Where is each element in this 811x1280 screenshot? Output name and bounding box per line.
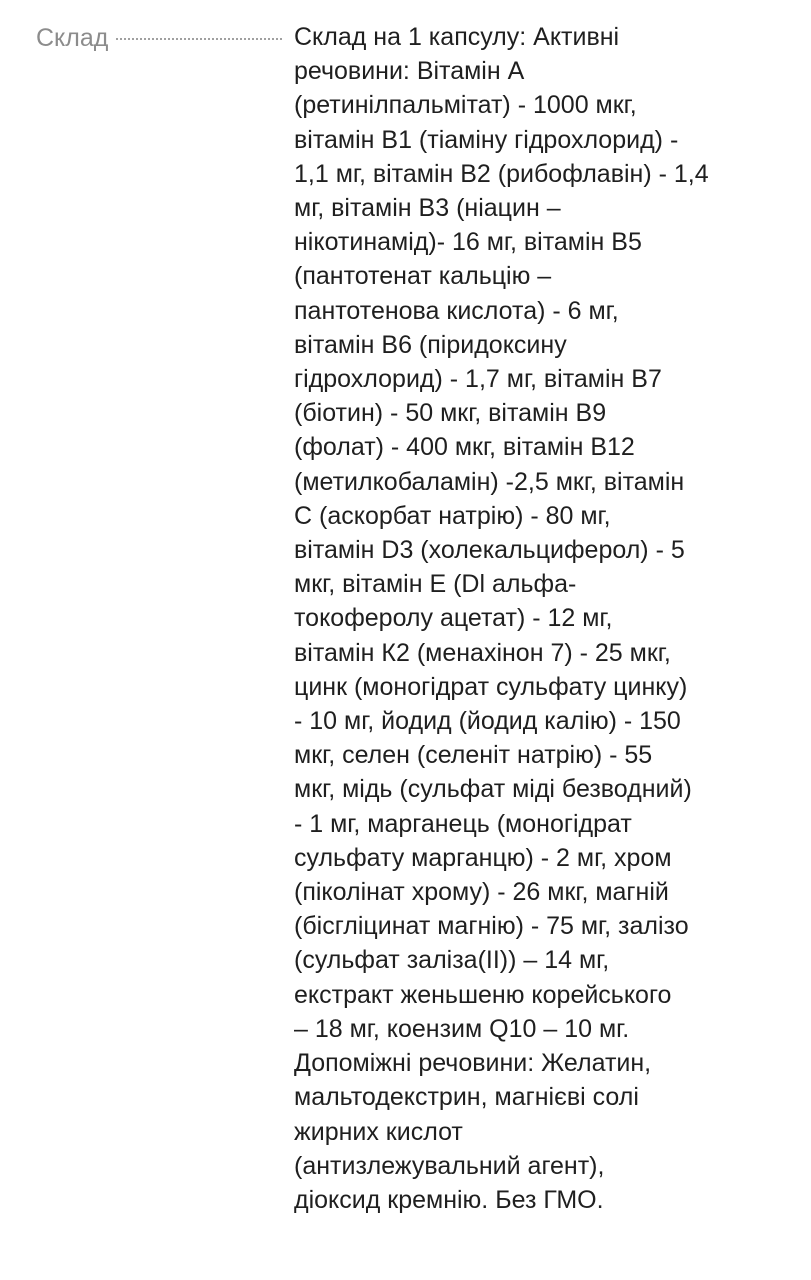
spec-value-line: (ретинілпальмітат) - 1000 мкг, [294, 91, 637, 120]
spec-value-line: сульфату марганцю) - 2 мг, хром [294, 843, 672, 872]
spec-value-line: (бісгліцинат магнію) - 75 мг, залізо [294, 912, 689, 941]
spec-value-line: (біотин) - 50 мкг, вітамін В9 [294, 399, 607, 428]
spec-value-line: діоксид кремнію. Без ГМО. [294, 1185, 604, 1214]
spec-value-line: вітамін К2 (менахінон 7) - 25 мкг, [294, 638, 671, 667]
spec-value-line: нікотинамід)- 16 мг, вітамін В5 [294, 228, 642, 257]
spec-value-line: вітамін D3 (холекальциферол) - 5 [294, 536, 685, 565]
spec-value-line: мкг, селен (селеніт натрію) - 55 [294, 741, 653, 770]
spec-value-line: мкг, мідь (сульфат міді безводний) [294, 775, 692, 804]
spec-value-line: токоферолу ацетат) - 12 мг, [294, 604, 613, 633]
spec-value-line: мг, вітамін В3 (ніацин – [294, 194, 561, 223]
spec-value-line: мкг, вітамін Е (Dl альфа- [294, 570, 577, 599]
spec-value-line: мальтодекстрин, магнієві солі [294, 1083, 639, 1112]
spec-label: Склад [36, 24, 109, 52]
spec-value-line: (антизлежувальний агент), [294, 1151, 605, 1180]
dotted-leader [116, 38, 282, 40]
spec-value-line: вітамін В6 (піридоксину [294, 330, 567, 359]
spec-value-line: Склад на 1 капсулу: Активні [294, 23, 620, 51]
spec-value-line: гідрохлорид) - 1,7 мг, вітамін В7 [294, 365, 662, 394]
spec-label-wrap [36, 20, 286, 56]
spec-value-line: цинк (моногідрат сульфату цинку) [294, 672, 688, 701]
spec-value-line: - 1 мг, марганець (моногідрат [294, 809, 632, 838]
spec-value [294, 20, 788, 1217]
spec-value-line: Допоміжні речовини: Желатин, [294, 1049, 652, 1078]
spec-value-line: речовини: Вітамін А [294, 57, 525, 86]
spec-value-line: - 10 мг, йодид (йодид калію) - 150 [294, 707, 681, 736]
spec-value-line: (фолат) - 400 мкг, вітамін В12 [294, 433, 635, 462]
spec-value-line: жирних кислот [294, 1117, 463, 1146]
spec-value-line: С (аскорбат натрію) - 80 мг, [294, 501, 611, 530]
spec-value-line: 1,1 мг, вітамін В2 (рибофлавін) - 1,4 [294, 159, 709, 188]
spec-value-line: екстракт женьшеню корейського [294, 980, 672, 1009]
spec-value-line: – 18 мг, коензим Q10 – 10 мг. [294, 1014, 630, 1043]
spec-value-line: пантотенова кислота) - 6 мг, [294, 296, 619, 325]
spec-value-line: вітамін В1 (тіаміну гідрохлорид) - [294, 125, 679, 154]
spec-value-line: (метилкобаламін) -2,5 мкг, вітамін [294, 467, 685, 496]
spec-value-line: (пантотенат кальцію – [294, 262, 552, 291]
spec-value-line: (піколінат хрому) - 26 мкг, магній [294, 878, 669, 907]
spec-value-line: (сульфат заліза(II)) – 14 мг, [294, 946, 610, 975]
